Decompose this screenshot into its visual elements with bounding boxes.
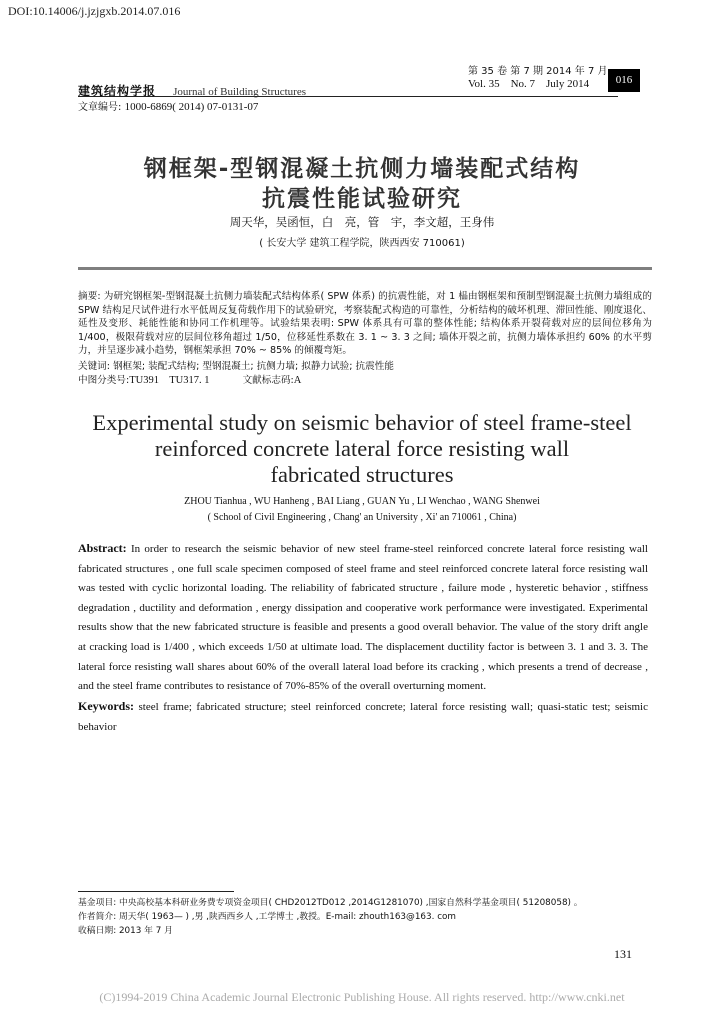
doc-code-value: A: [293, 375, 302, 386]
abstract-cn-label: 摘要:: [78, 291, 101, 302]
title-en-line1: Experimental study on seismic behavior of steel frame-steel: [92, 410, 632, 435]
keywords-en-text: steel frame; fabricated structure; steel reinforced concrete; lateral force resisting wall; quasi-static test; seismic behavior: [78, 701, 648, 733]
doi-text: DOI:10.14006/j.jzjgxb.2014.07.016: [8, 4, 181, 18]
authors-cn: 周天华，吴函恒，白 亮，管 宇，李文超，王身伟: [229, 215, 495, 229]
article-number-value: 1000-6869( 2014) 07-0131-07: [124, 101, 259, 113]
affiliation-cn: ( 长安大学 建筑工程学院，陕西西安 710061): [259, 238, 465, 249]
doc-code-label: 文献标志码:: [242, 375, 294, 386]
keywords-cn-label: 关键词:: [78, 361, 111, 372]
abstract-en: [78, 539, 648, 697]
abstract-cn-text: 为研究钢框架-型钢混凝土抗侧力墙装配式结构体系( SPW 体系) 的抗震性能，对 1 榀由钢框架和预制型钢混凝土抗侧力墙组成的 SPW 结构足尺试件进行水平低周反复荷载作用下的试验研究，考察装配式构造的可靠性，分析结构的破坏机理、滞回性能、刚度退化、延性及变形、耗能性能和协同工作机理等。试验结果表明: SPW 体系具有可靠的整体性能; 结构体系开裂荷载对应的层间位移角为 1/400，极限荷载对应的层间位移角超过 1/50，位移延性系数在 3. 1 ~ 3. 3 之间; 墙体开裂之前，抗侧力墙体承担约 60% 的水平剪力，并呈逐步减小趋势，钢框架承担 70% ~ 85% 的倾覆弯矩。: [78, 291, 652, 357]
article-number-label: 文章编号:: [78, 102, 122, 113]
article-number: [78, 98, 258, 113]
clc-label: 中图分类号:: [78, 375, 130, 386]
footnote-author: 作者简介: 周天华( 1963— ) ,男 ,陕西西乡人 ,工学博士 ,教授。E-mail: zhouth163@163. com: [78, 912, 456, 922]
title-en-line3: fabricated structures: [270, 462, 454, 487]
keywords-cn-text: 钢框架; 装配式结构; 型钢混凝土; 抗侧力墙; 拟静力试验; 抗震性能: [113, 361, 394, 372]
footnote-received: 收稿日期: 2013 年 7 月: [78, 926, 173, 936]
page-number: 131: [614, 947, 632, 961]
abstract-en-label: Abstract:: [78, 541, 127, 555]
journal-name-en: Journal of Building Structures: [173, 86, 307, 98]
keywords-en-label: Keywords:: [78, 699, 134, 713]
keywords-en: [78, 697, 648, 737]
clc-value: TU391 TU317. 1: [129, 375, 210, 386]
title-cn-line2: 抗震性能试验研究: [262, 186, 462, 212]
authors-en: ZHOU Tianhua , WU Hanheng , BAI Liang , GUAN Yu , LI Wenchao , WANG Shenwei: [184, 496, 540, 507]
issue-cn: 第 35 卷 第 7 期 2014 年 7 月: [468, 66, 608, 77]
article-sequence-badge: 016: [608, 69, 640, 92]
title-en-line2: reinforced concrete lateral force resisting wall: [154, 436, 570, 461]
abstract-en-text: In order to research the seismic behavior of new steel frame-steel reinforced concrete lateral force resisting wall fabricated structures , one full scale specimen composed of steel frame and steel reinforced concrete lateral force resisting wall was tested with cyclic horizontal loading. The reliability of fabricated structure , failure mode , hysteretic behavior , stiffness degradation , ductility and deformation , energy dissipation and cooperative work performance were investigated. Experimental results show that the new fabricated structure is feasible and presents a good overall behavior. The value of the story drift angle at cracking load is 1/400 , which exceeds 1/50 at ultimate load. The displacement ductility factor is between 3. 1 and 3. 3. The lateral force resisting wall shares about 60% of the overall lateral load before its cracking , which presents a trend of decrease , and the steel frame contributes to resistance of 70%-85% of the overall overturning moment.: [78, 543, 648, 693]
footnote-fund: 基金项目: 中央高校基本科研业务费专项资金项目( CHD2012TD012 ,2014G1281070) ,国家自然科学基金项目( 51208058) 。: [78, 898, 583, 908]
section-divider: [78, 267, 652, 270]
affiliation-en: ( School of Civil Engineering , Chang' an University , Xi' an 710061 , China): [207, 512, 517, 523]
classification: [78, 372, 652, 386]
journal-issue-info: [458, 66, 618, 97]
journal-name-cn: 建筑结构学报: [78, 84, 157, 98]
abstract-cn: [78, 290, 652, 358]
title-cn-line1: 钢框架-型钢混凝土抗侧力墙装配式结构: [143, 156, 581, 182]
issue-en: Vol. 35 No. 7 July 2014: [468, 78, 590, 90]
footnote-divider: [78, 891, 234, 892]
journal-header-left: [78, 80, 458, 97]
copyright-notice: (C)1994-2019 China Academic Journal Electronic Publishing House. All rights reserved. http://www.cnki.net: [99, 990, 625, 1004]
keywords-cn: [78, 358, 652, 372]
